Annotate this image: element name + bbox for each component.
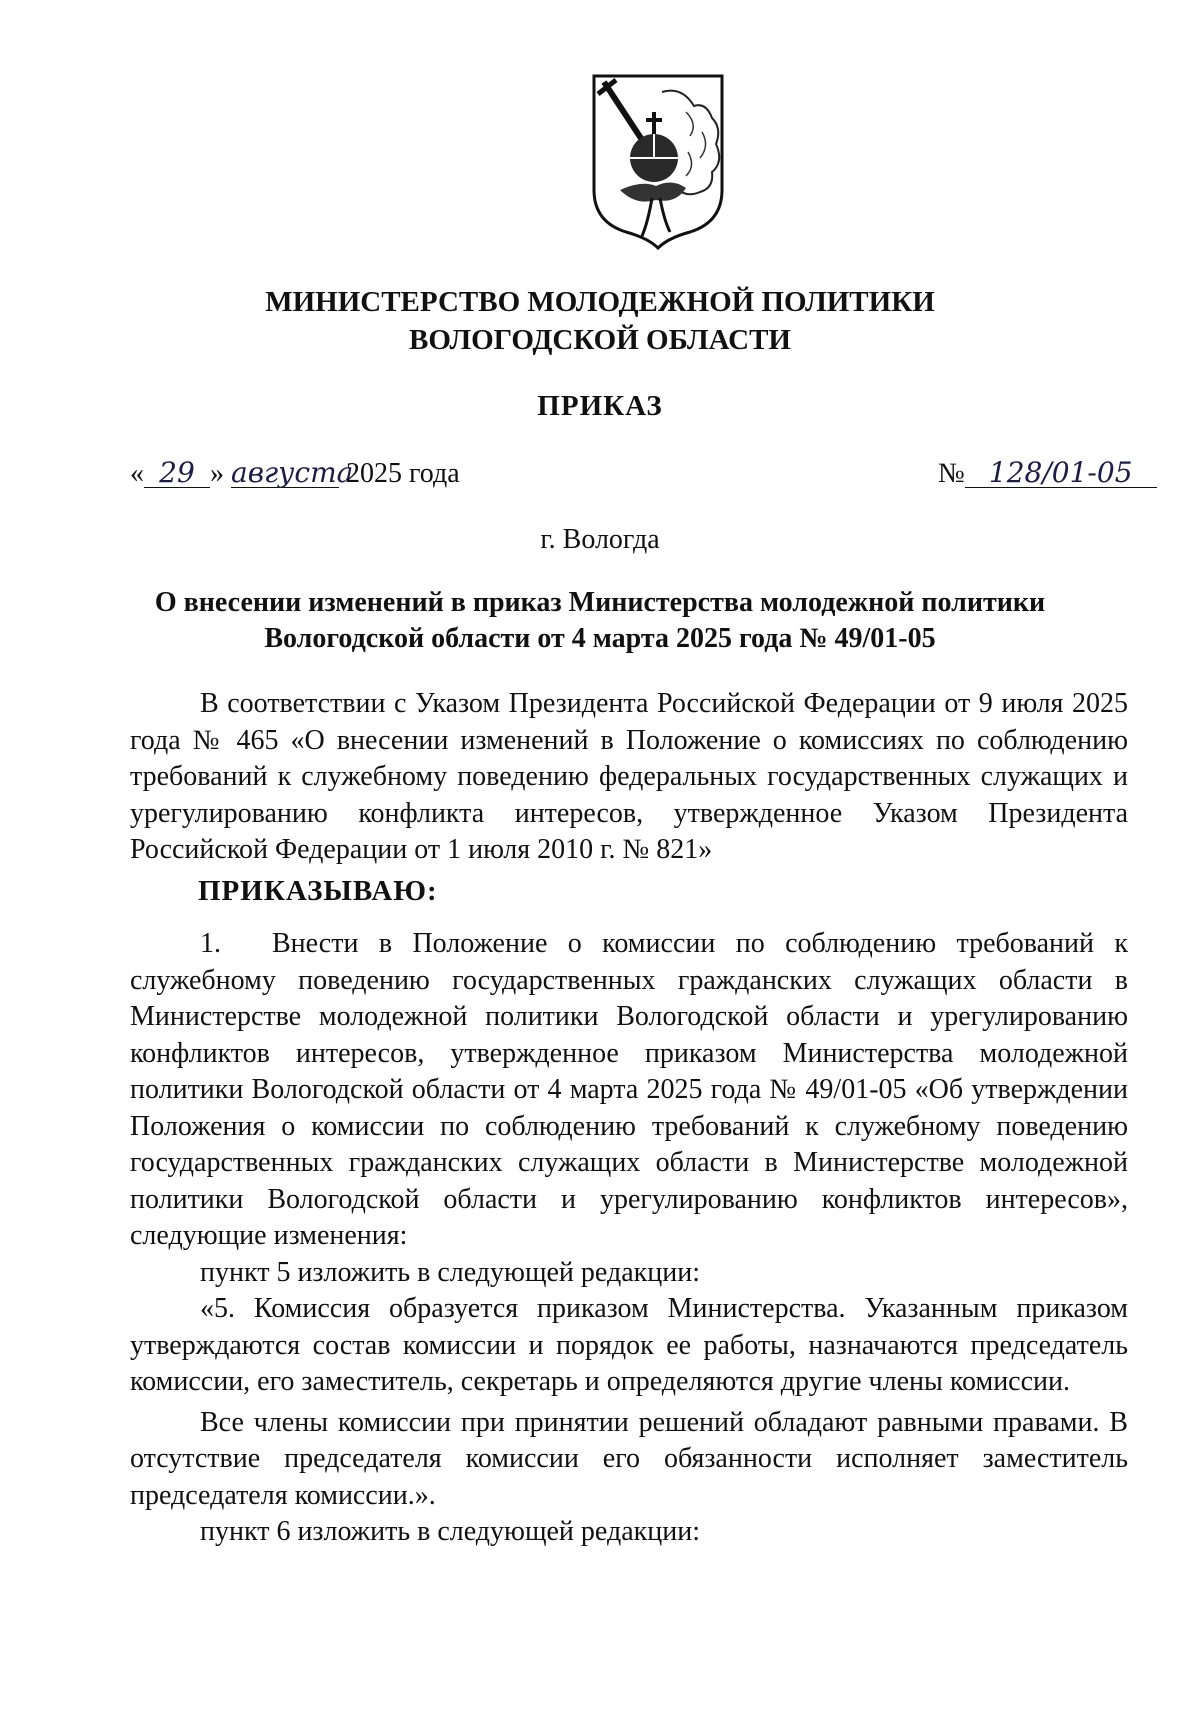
coat-of-arms-icon xyxy=(590,72,726,250)
date-year: 2025 года xyxy=(346,458,460,489)
item-1-line-8: политики Вологодской области и урегулированию конфликтов интересов», xyxy=(130,1183,1128,1215)
document-type-title: ПРИКАЗ xyxy=(537,390,663,422)
subject-line-1: О внесении изменений в приказ Министерства молодежной политики xyxy=(154,587,1046,618)
order-number xyxy=(938,458,1157,490)
ministry-line-2: ВОЛОГОДСКОЙ ОБЛАСТИ xyxy=(409,324,791,356)
point-5b-line-1: Все члены комиссии при принятии решений обладают равными правами. В xyxy=(200,1406,1128,1438)
point-5b-line-2: отсутствие председателя комиссии его обязанности исполняет заместитель xyxy=(130,1443,1128,1474)
date-close-quote: » xyxy=(210,458,224,489)
date-day: 29 xyxy=(144,459,210,488)
item-1 xyxy=(130,926,1128,1551)
date-open-quote: « xyxy=(130,458,144,489)
order-subject xyxy=(0,585,1200,657)
order-directive: ПРИКАЗЫВАЮ: xyxy=(198,875,438,907)
preamble-line-5: Российской Федерации от 1 июля 2010 г. № 821» xyxy=(130,834,713,865)
ministry-line-1: МИНИСТЕРСТВО МОЛОДЕЖНОЙ ПОЛИТИКИ xyxy=(265,286,935,318)
preamble-line-4: урегулированию конфликта интересов, утвержденное Указом Президента xyxy=(130,797,1128,829)
item-1-line-4: конфликтов интересов, утвержденное приказом Министерства молодежной xyxy=(130,1037,1128,1069)
subject-line-2: Вологодской области от 4 марта 2025 года № 49/01-05 xyxy=(264,623,936,654)
item-1-line-7: государственных гражданских служащих области в Министерстве молодежной xyxy=(130,1147,1128,1178)
point-5b-line-3: председателя комиссии.». xyxy=(130,1479,436,1511)
number-label: № xyxy=(938,458,965,489)
item-1-line-3: Министерстве молодежной политики Вологодской области и урегулированию xyxy=(130,1001,1128,1032)
item-1-line-6: Положения о комиссии по соблюдению требований к служебному поведению xyxy=(130,1110,1128,1142)
item-1-line-5: политики Вологодской области от 4 марта 2025 года № 49/01-05 «Об утверждении xyxy=(130,1074,1128,1105)
item-1-number: 1. xyxy=(200,928,221,959)
item-1-line-9: следующие изменения: xyxy=(130,1220,408,1251)
preamble-line-1: В соответствии с Указом Президента Российской Федерации от 9 июля 2025 xyxy=(200,688,1128,719)
preamble-line-3: требований к служебному поведению федеральных государственных служащих и xyxy=(130,761,1128,792)
item-1-line-1-text: Внести в Положение о комиссии по соблюдению требований к xyxy=(272,928,1128,959)
point-5-line-2: утверждаются состав комиссии и порядок ее работы, назначаются председатель xyxy=(130,1329,1128,1361)
number-value: 128/01-05 xyxy=(965,459,1157,488)
preamble-line-2: года № 465 «О внесении изменений в Положение о комиссиях по соблюдению xyxy=(130,724,1128,756)
item-1-line-1 xyxy=(130,926,1128,963)
point-6-intro: пункт 6 изложить в следующей редакции: xyxy=(200,1516,700,1547)
order-date xyxy=(130,458,460,490)
ministry-name xyxy=(0,283,1200,359)
preamble xyxy=(130,686,1128,869)
point-5-line-3: комиссии, его заместитель, секретарь и определяются другие члены комиссии. xyxy=(130,1366,1070,1397)
date-month: августа xyxy=(231,456,354,489)
item-1-line-2: служебному поведению государственных гражданских служащих области в xyxy=(130,964,1128,996)
point-5-line-1: «5. Комиссия образуется приказом Министерства. Указанным приказом xyxy=(200,1293,1128,1324)
point-5-intro: пункт 5 изложить в следующей редакции: xyxy=(200,1256,700,1288)
city: г. Вологда xyxy=(540,524,660,555)
